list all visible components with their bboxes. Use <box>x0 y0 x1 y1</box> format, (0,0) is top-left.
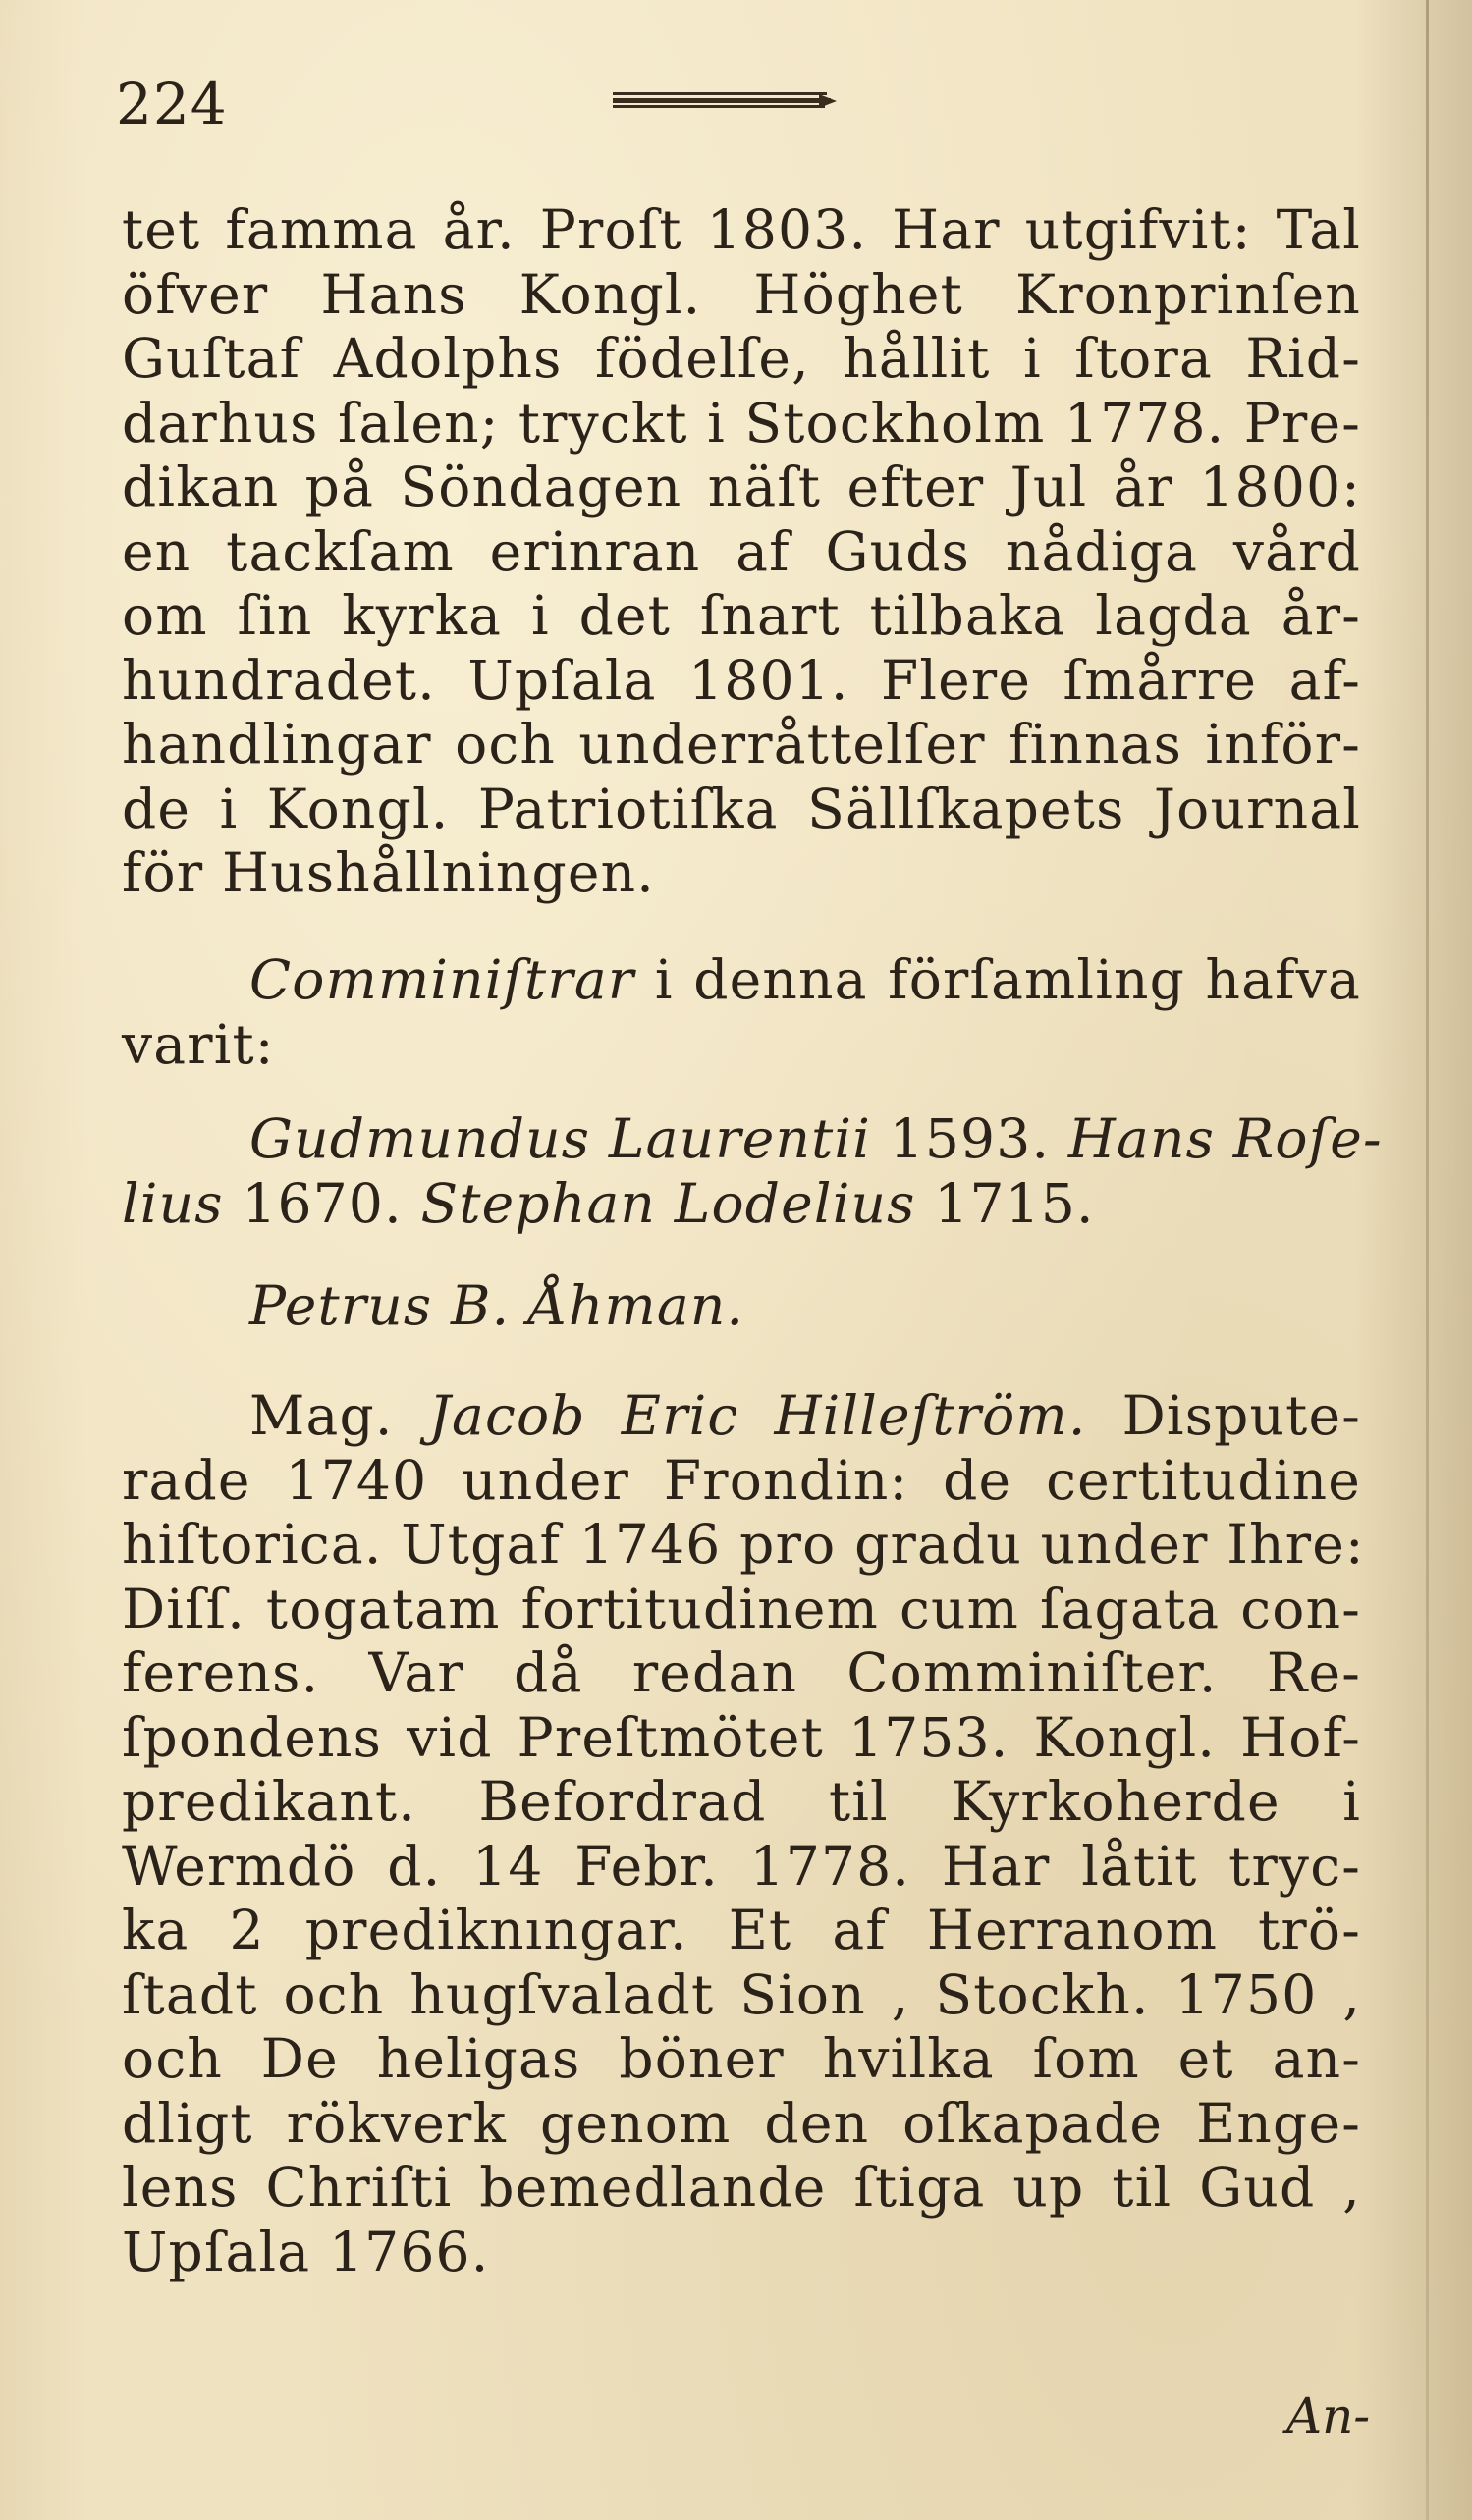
name-roselius-end: lius <box>122 1171 224 1235</box>
year-1670: 1670. <box>242 1171 403 1235</box>
header-ornament-rule <box>613 90 837 112</box>
text-line <box>122 1107 1383 1172</box>
text-line: Diſſ. togatam fortitudinem cum ſagata con- <box>122 1577 1361 1640</box>
text-line <box>122 1172 1361 1237</box>
text-line: ſpondens vid Preſtmötet 1753. Kongl. Hof- <box>122 1705 1361 1769</box>
text-line <box>122 1384 1361 1449</box>
text-line: predikant. Befordrad til Kyrkoherde i <box>122 1770 1361 1833</box>
text-line: varit: <box>122 1012 275 1076</box>
text-line: hundradet. Upſala 1801. Flere ſmårre af- <box>122 648 1361 712</box>
text-line <box>122 1274 1361 1339</box>
heading-rest: i denna förſamling hafva <box>654 948 1361 1011</box>
text-line: de i Kongl. Patriotiſka Sällſkapets Journal <box>122 777 1361 840</box>
name-ahman-block <box>122 1274 1361 1339</box>
text-line <box>122 948 1361 1013</box>
year-1715: 1715. <box>934 1171 1095 1235</box>
text-line: dligt rökverk genom den oſkapade Enge- <box>122 2091 1361 2155</box>
text-line: och De heligas böner hvilka ſom et an- <box>122 2027 1361 2090</box>
page-number: 224 <box>116 71 228 137</box>
text-line: om ſin kyrka i det ſnart tilbaka lagda år- <box>122 584 1361 647</box>
text-line: lens Chriſti bemedlande ſtiga up til Gud , <box>122 2156 1361 2219</box>
name-jacob-eric-hillestrom: Jacob Eric Hilleſtröm. <box>428 1384 1087 1447</box>
text-line: öfver Hans Kongl. Höghet Kronprinſen <box>122 262 1361 326</box>
page-edge-shadow <box>1426 0 1429 2520</box>
name-stephan-lodelius: Stephan Lodelius <box>420 1171 916 1235</box>
text-line: dikan på Söndagen näſt efter Jul år 1800: <box>122 456 1361 518</box>
paragraph-hillestrom <box>122 1384 1365 2284</box>
name-gudmundus: Gudmundus Laurentii <box>249 1107 871 1170</box>
text-line: darhus ſalen; tryckt i Stockholm 1778. Pre- <box>122 391 1361 455</box>
mag-prefix: Mag. <box>249 1384 394 1447</box>
comministrar-label: Comminiſtrar <box>249 948 635 1011</box>
catchword: An- <box>1286 2387 1371 2444</box>
text-line: ferens. Var då redan Comminiſter. Re- <box>122 1641 1361 1704</box>
text-line: för Hushållningen. <box>122 841 655 904</box>
text-fragment: Dispute- <box>1121 1384 1361 1447</box>
name-hans-roselius: Hans Roſe- <box>1067 1107 1383 1170</box>
comministrar-names <box>122 1107 1383 1236</box>
text-line: Wermdö d. 14 Febr. 1778. Har låtit tryc- <box>122 1834 1361 1898</box>
paragraph-biography-continued <box>122 198 1361 906</box>
year-1593: 1593. <box>889 1107 1051 1170</box>
text-line: Upſala 1766. <box>122 2220 490 2283</box>
text-line: en tackſam erinran af Guds nådiga vård <box>122 519 1361 583</box>
name-petrus-ahman: Petrus B. Åhman. <box>249 1274 745 1337</box>
text-line: handlingar och underråttelſer finnas inför- <box>122 713 1361 776</box>
text-line: ſtadt och hugſvaladt Sion , Stockh. 1750 , <box>122 1962 1361 2026</box>
text-line: rade 1740 under Frondin: de certitudine <box>122 1448 1361 1512</box>
text-line: tet famma år. Proſt 1803. Har utgifvit: Tal <box>122 198 1361 261</box>
comministrar-heading <box>122 948 1361 1077</box>
text-line: Guſtaf Adolphs födelſe, hållit i ſtora Rid- <box>122 327 1361 390</box>
text-line: hiſtorica. Utgaf 1746 pro gradu under Ihre: <box>122 1513 1365 1576</box>
text-line: ka 2 prediknıngar. Et af Herranom trö- <box>122 1899 1361 1961</box>
